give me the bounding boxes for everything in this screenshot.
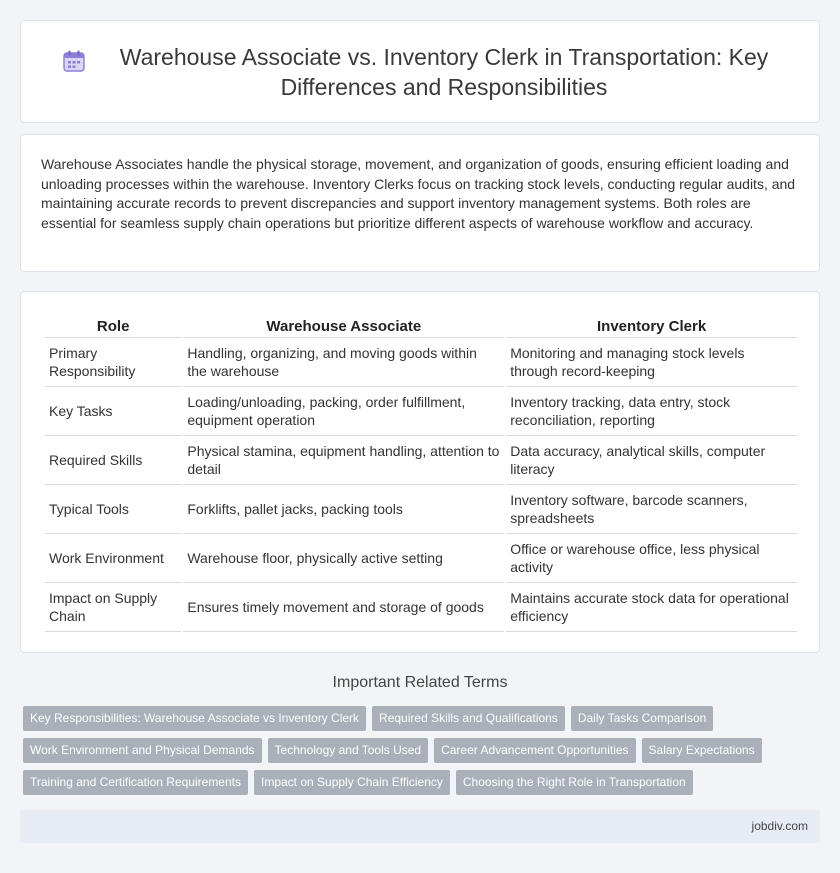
table-row bbox=[45, 436, 797, 485]
table-row bbox=[45, 583, 797, 632]
related-term-tag[interactable]: Impact on Supply Chain Efficiency bbox=[254, 770, 450, 795]
calendar-icon bbox=[61, 48, 87, 74]
table-header-row bbox=[45, 314, 797, 338]
table-row bbox=[45, 534, 797, 583]
warehouse-associate-cell: Forklifts, pallet jacks, packing tools bbox=[183, 485, 504, 534]
warehouse-associate-cell: Physical stamina, equipment handling, attention to detail bbox=[183, 436, 504, 485]
related-term-tag[interactable]: Technology and Tools Used bbox=[268, 738, 429, 763]
intro-card bbox=[20, 134, 820, 272]
inventory-clerk-cell: Data accuracy, analytical skills, computer literacy bbox=[506, 436, 797, 485]
related-term-tag[interactable]: Career Advancement Opportunities bbox=[434, 738, 635, 763]
warehouse-associate-cell: Warehouse floor, physically active setting bbox=[183, 534, 504, 583]
comparison-table bbox=[43, 314, 799, 632]
related-term-tag[interactable]: Required Skills and Qualifications bbox=[372, 706, 565, 731]
page-title: Warehouse Associate vs. Inventory Clerk in Transportation: Key Differences and Responsibilities bbox=[119, 43, 769, 100]
warehouse-associate-cell: Handling, organizing, and moving goods within the warehouse bbox=[183, 338, 504, 387]
footer-site-link[interactable]: jobdiv.com bbox=[751, 819, 808, 833]
related-terms-tags bbox=[23, 706, 823, 802]
table-row bbox=[45, 338, 797, 387]
header-card bbox=[20, 20, 820, 123]
role-cell: Key Tasks bbox=[45, 387, 181, 436]
warehouse-associate-cell: Loading/unloading, packing, order fulfillment, equipment operation bbox=[183, 387, 504, 436]
intro-text: Warehouse Associates handle the physical storage, movement, and organization of goods, ensuring efficient loading and unloading processes within the warehouse. Inventory Clerks focus on tracking stock levels, conducting regular audits, and maintaining accurate records to prevent discrepancies and support inventory management systems. Both roles are essential for seamless supply chain operations but prioritize different aspects of warehouse workflow and accuracy. bbox=[41, 156, 796, 231]
inventory-clerk-cell: Inventory software, barcode scanners, spreadsheets bbox=[506, 485, 797, 534]
inventory-clerk-cell: Office or warehouse office, less physical activity bbox=[506, 534, 797, 583]
inventory-clerk-cell: Inventory tracking, data entry, stock reconciliation, reporting bbox=[506, 387, 797, 436]
role-cell: Typical Tools bbox=[45, 485, 181, 534]
related-term-tag[interactable]: Daily Tasks Comparison bbox=[571, 706, 714, 731]
role-cell: Required Skills bbox=[45, 436, 181, 485]
inventory-clerk-cell: Maintains accurate stock data for operational efficiency bbox=[506, 583, 797, 632]
role-cell: Impact on Supply Chain bbox=[45, 583, 181, 632]
related-term-tag[interactable]: Key Responsibilities: Warehouse Associate vs Inventory Clerk bbox=[23, 706, 366, 731]
inventory-clerk-cell: Monitoring and managing stock levels through record-keeping bbox=[506, 338, 797, 387]
related-term-tag[interactable]: Training and Certification Requirements bbox=[23, 770, 248, 795]
related-term-tag[interactable]: Salary Expectations bbox=[642, 738, 762, 763]
warehouse-associate-cell: Ensures timely movement and storage of goods bbox=[183, 583, 504, 632]
footer bbox=[20, 810, 820, 843]
related-terms-title: Important Related Terms bbox=[332, 674, 508, 691]
column-header-role: Role bbox=[45, 314, 181, 338]
comparison-table-card bbox=[20, 291, 820, 653]
column-header-inventory-clerk: Inventory Clerk bbox=[506, 314, 797, 338]
table-row bbox=[45, 485, 797, 534]
role-cell: Work Environment bbox=[45, 534, 181, 583]
related-term-tag[interactable]: Work Environment and Physical Demands bbox=[23, 738, 262, 763]
related-term-tag[interactable]: Choosing the Right Role in Transportation bbox=[456, 770, 693, 795]
table-row bbox=[45, 387, 797, 436]
role-cell: Primary Responsibility bbox=[45, 338, 181, 387]
column-header-warehouse-associate: Warehouse Associate bbox=[183, 314, 504, 338]
